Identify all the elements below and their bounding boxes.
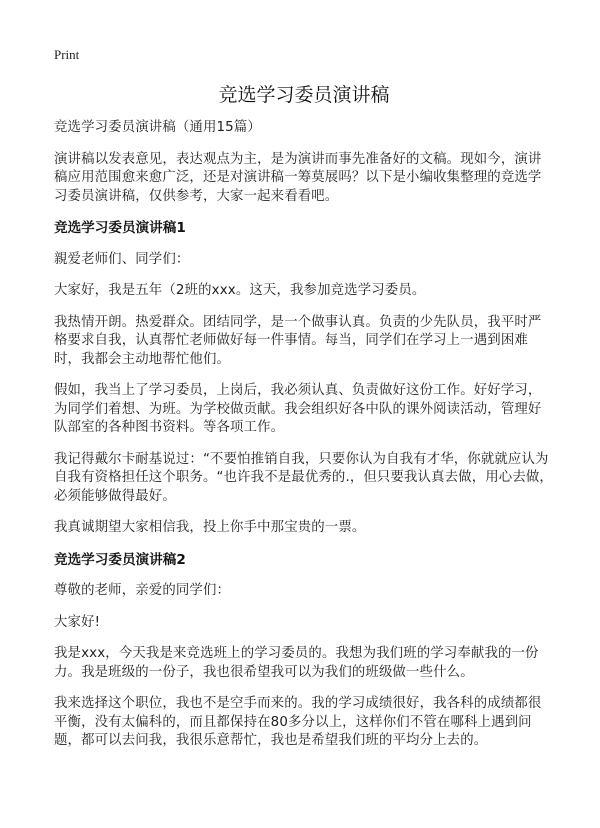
paragraph: 假如，我当上了学习委员，上岗后，我必须认真、负责做好这份工作。好好学习，为同学们着想、为班。为学校做贡献。我会组织好各中队的课外阅读活动，管理好队部室的各种图书资料。等各项工作。 xyxy=(54,383,542,435)
document-body xyxy=(54,119,554,764)
print-link[interactable]: Print xyxy=(54,47,80,62)
intro-paragraph: 演讲稿以发表意见，表达观点为主，是为演讲而事先准备好的文稿。现如今，演讲稿应用范围愈来愈广泛，还是对演讲稿一筹莫展吗？以下是小编收集整理的竞选学习委员演讲稿，仅供参考，大家一起来看看吧。 xyxy=(54,151,542,204)
paragraph: 我记得戴尔卡耐基说过：“不要怕推销自我，只要你认为自我有才华，你就就应认为自我有资格担任这个职务。“也许我不是最优秀的.，但只要我认真去做，用心去做，必须能够做得最好。 xyxy=(54,451,553,504)
paragraph: 親爱老师们、同学们： xyxy=(54,251,190,267)
section-heading: 竞选学习委员演讲稿1 xyxy=(54,220,186,236)
paragraph: 大家好! xyxy=(54,614,101,630)
paragraph: 尊敬的老师，亲爱的同学们： xyxy=(54,583,231,598)
paragraph: 我是xxx，今天我是来竞选班上的学习委员的。我想为我们班的学习奉献我的一份力。我是班级的一份子，我也很希望我可以为我们的班级做一些什么。 xyxy=(54,646,539,680)
page-title: 竞选学习委员演讲稿 xyxy=(218,84,390,106)
paragraph: 我热情开朗。热爱群众。团结同学，是一个做事认真。负责的少先队员，我平时严格要求自我，认真帮忙老师做好每一件事情。每当，同学们在学习上一遇到困难时，我都会主动地帮忙他们。 xyxy=(54,314,542,367)
paragraph: 我来选择这个职位，我也不是空手而来的。我的学习成绩很好，我各科的成绩都很平衡，没有太偏科的，而且都保持在80多分以上，这样你们不管在哪科上遇到问题，都可以去问我，我很乐意帮忙，我也是希望我们班的平均分上去的。 xyxy=(54,696,542,748)
section-heading: 竞选学习委员演讲稿2 xyxy=(54,551,186,568)
document-subtitle: 竞选学习委员演讲稿（通用15篇） xyxy=(54,120,261,135)
paragraph: 大家好，我是五年（2班的xxx。这天，我参加竞选学习委员。 xyxy=(54,283,426,298)
paragraph: 我真诚期望大家相信我，投上你手中那宝贵的一票。 xyxy=(54,520,366,535)
